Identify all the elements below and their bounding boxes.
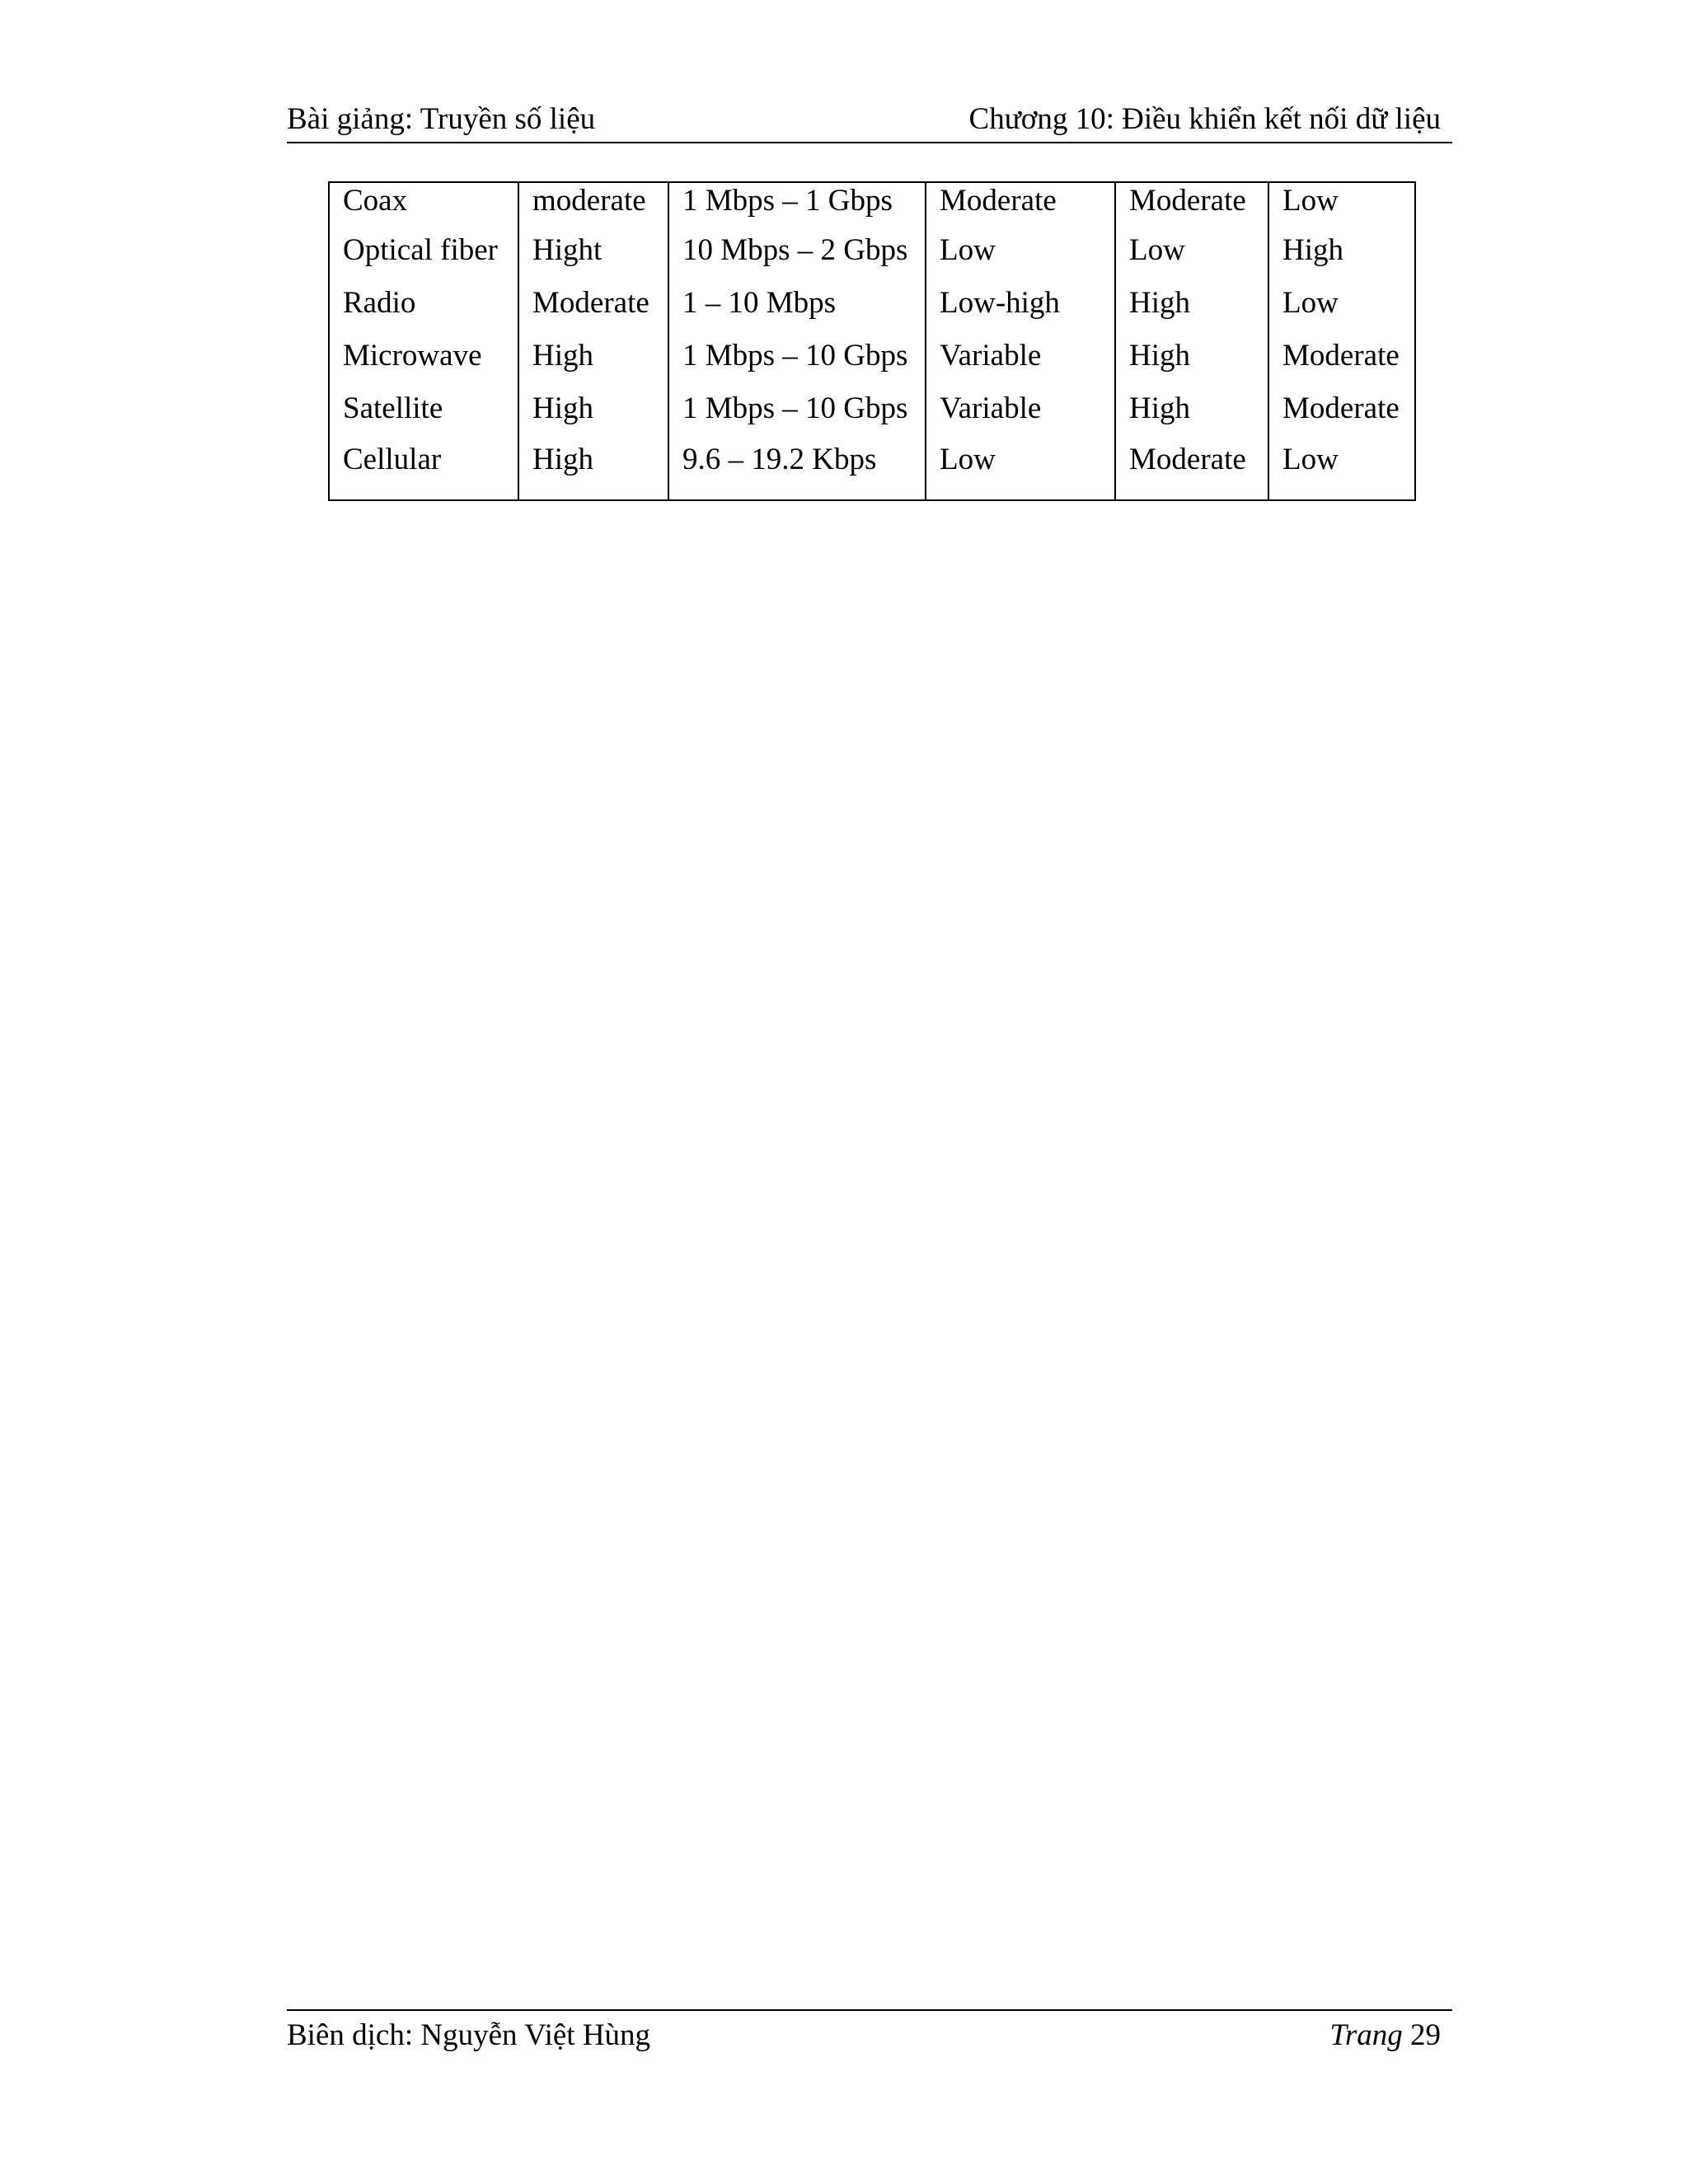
media-comparison-table: [328, 181, 1416, 501]
table-row: [329, 224, 1415, 277]
table-row: [329, 382, 1415, 435]
table-cell: Low: [1268, 435, 1415, 500]
table-row: [329, 182, 1415, 224]
table-cell: 1 Mbps – 10 Gbps: [668, 382, 926, 435]
footer-page-number: [1329, 2018, 1441, 2053]
table-cell: High: [518, 330, 668, 382]
table-row: [329, 277, 1415, 330]
table-cell: Optical fiber: [329, 224, 518, 277]
table-cell: Moderate: [518, 277, 668, 330]
table-cell: Moderate: [1115, 182, 1268, 224]
table-cell: Moderate: [1115, 435, 1268, 500]
table-cell: Variable: [926, 330, 1115, 382]
table-cell: High: [1115, 277, 1268, 330]
table-cell: Radio: [329, 277, 518, 330]
table-cell: moderate: [518, 182, 668, 224]
table-cell: 1 Mbps – 1 Gbps: [668, 182, 926, 224]
table-cell: Low-high: [926, 277, 1115, 330]
footer-page-label: Trang: [1329, 2018, 1403, 2052]
table-cell: Low: [1115, 224, 1268, 277]
table-cell: Low: [926, 224, 1115, 277]
table-cell: 9.6 – 19.2 Kbps: [668, 435, 926, 500]
header-chapter-title: Chương 10: Điều khiển kết nối dữ liệu: [968, 102, 1441, 136]
table-cell: High: [1268, 224, 1415, 277]
table-cell: 1 – 10 Mbps: [668, 277, 926, 330]
table-cell: 10 Mbps – 2 Gbps: [668, 224, 926, 277]
table-cell: Low: [926, 435, 1115, 500]
table-cell: 1 Mbps – 10 Gbps: [668, 330, 926, 382]
table-cell: High: [1115, 382, 1268, 435]
table-cell: Moderate: [926, 182, 1115, 224]
page-footer: [287, 2009, 1452, 2060]
table-cell: High: [518, 382, 668, 435]
table-cell: High: [518, 435, 668, 500]
table-cell: Hight: [518, 224, 668, 277]
table-cell: Moderate: [1268, 330, 1415, 382]
table-row: [329, 330, 1415, 382]
footer-translator: Biên dịch: Nguyễn Việt Hùng: [287, 2018, 651, 2052]
table-cell: High: [1115, 330, 1268, 382]
table-cell: Low: [1268, 277, 1415, 330]
page-header: [287, 99, 1452, 143]
header-course-title: Bài giảng: Truyền số liệu: [287, 102, 596, 136]
table-cell: Microwave: [329, 330, 518, 382]
table-cell: Low: [1268, 182, 1415, 224]
table-cell: Satellite: [329, 382, 518, 435]
table-cell: Coax: [329, 182, 518, 224]
table-cell: Cellular: [329, 435, 518, 500]
table-cell: Variable: [926, 382, 1115, 435]
table-cell: Moderate: [1268, 382, 1415, 435]
footer-page-value: 29: [1410, 2018, 1441, 2052]
table-row: [329, 435, 1415, 500]
